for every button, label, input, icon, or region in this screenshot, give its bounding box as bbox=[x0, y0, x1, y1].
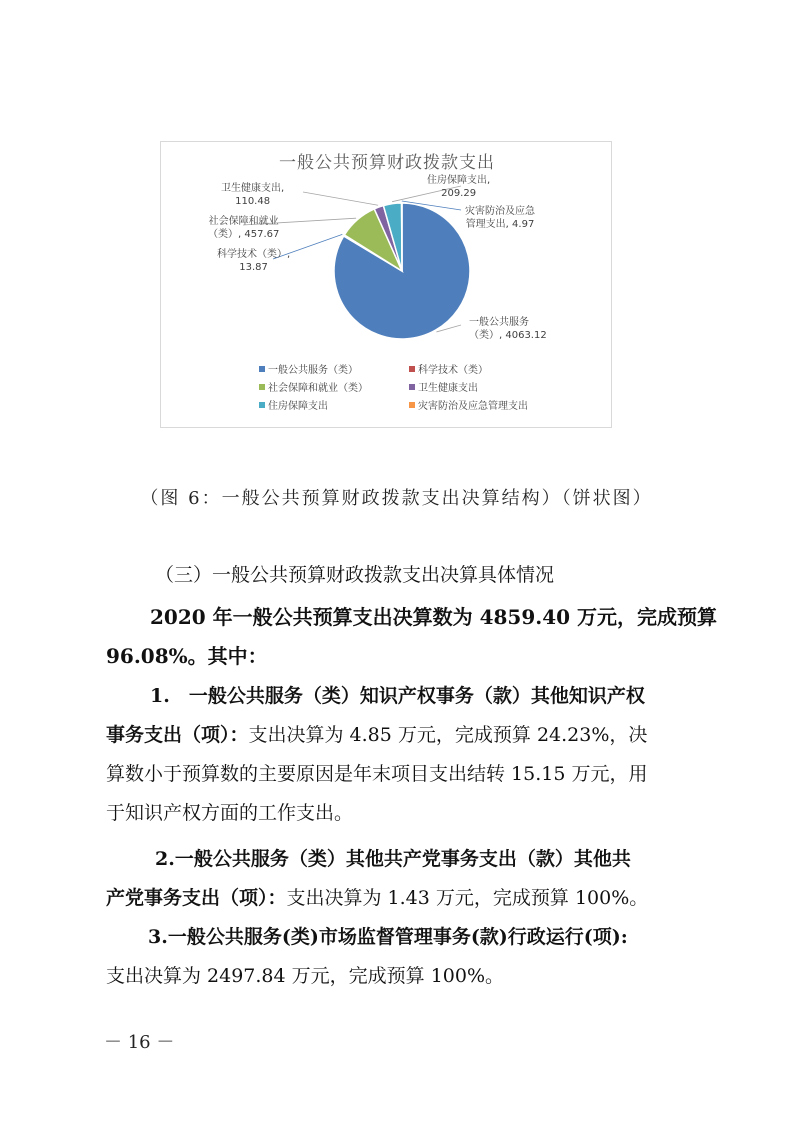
data-label-housing-name: 住房保障支出, bbox=[427, 175, 491, 186]
legend-swatch bbox=[259, 366, 265, 372]
item-1-line-3: 算数小于预算数的主要原因是年末项目支出结转 15.15 万元，用 bbox=[106, 763, 648, 785]
item-2-line-2 bbox=[106, 885, 706, 911]
legend-label: 住房保障支出 bbox=[268, 401, 328, 412]
legend-item-housing bbox=[259, 400, 328, 414]
legend-swatch bbox=[259, 384, 265, 390]
data-label-science-name: 科学技术（类）, bbox=[217, 249, 291, 260]
data-label-health-value: 110.48 bbox=[235, 196, 271, 207]
leader-line-3 bbox=[303, 192, 378, 205]
chart-title: 一般公共预算财政拨款支出 bbox=[279, 153, 495, 173]
legend-label: 科学技术（类） bbox=[418, 365, 488, 376]
section-heading: （三）一般公共预算财政拨款支出决算具体情况 bbox=[155, 564, 555, 586]
item-2-heading: 2.一般公共服务（类）其他共产党事务支出（款）其他共 bbox=[155, 848, 631, 870]
item-1-line-2 bbox=[106, 722, 706, 748]
data-label-health bbox=[221, 182, 284, 208]
page-number: － 16 － bbox=[104, 1032, 175, 1053]
data-label-disaster-name: 灾害防治及应急 bbox=[465, 206, 535, 217]
data-label-social-value: （类）, 457.67 bbox=[208, 229, 280, 240]
data-label-science-value: 13.87 bbox=[239, 262, 268, 273]
legend-item-social bbox=[259, 382, 368, 396]
legend-swatch bbox=[259, 402, 265, 408]
item-2-bold-lead: 产党事务支出（项）： bbox=[106, 887, 287, 909]
data-label-general bbox=[469, 316, 547, 342]
legend-item-science bbox=[409, 364, 488, 378]
data-label-science bbox=[217, 248, 290, 274]
legend-label: 一般公共服务（类） bbox=[268, 365, 358, 376]
data-label-social-name: 社会保障和就业 bbox=[208, 216, 279, 227]
item-2-text: 支出决算为 1.43 万元，完成预算 100%。 bbox=[286, 887, 649, 909]
legend-item-health bbox=[409, 382, 478, 396]
legend-swatch bbox=[409, 384, 415, 390]
data-label-housing bbox=[427, 174, 490, 200]
summary-line-2: 96.08%。其中： bbox=[106, 644, 268, 668]
legend-label: 灾害防治及应急管理支出 bbox=[418, 401, 528, 412]
legend-swatch bbox=[409, 402, 415, 408]
data-label-disaster bbox=[465, 205, 535, 231]
item-3-heading: 3.一般公共服务(类)市场监督管理事务(款)行政运行(项): bbox=[148, 926, 628, 948]
figure-caption: （图 6：一般公共预算财政拨款支出决算结构）（饼状图） bbox=[140, 488, 653, 509]
item-1-bold-lead: 事务支出（项）： bbox=[106, 724, 249, 746]
data-label-social bbox=[208, 215, 279, 241]
legend-swatch bbox=[409, 366, 415, 372]
data-label-general-value: （类）, 4063.12 bbox=[469, 330, 547, 341]
item-1-line-4: 于知识产权方面的工作支出。 bbox=[106, 802, 354, 824]
item-1-text: 支出决算为 4.85 万元，完成预算 24.23%，决 bbox=[248, 724, 648, 746]
legend-label: 社会保障和就业（类） bbox=[268, 383, 368, 394]
summary-line-1: 2020 年一般公共预算支出决算数为 4859.40 万元，完成预算 bbox=[150, 605, 718, 629]
item-1-heading: 1. 一般公共服务（类）知识产权事务（款）其他知识产权 bbox=[150, 685, 645, 707]
legend-label: 卫生健康支出 bbox=[418, 383, 478, 394]
legend-item-disaster bbox=[409, 400, 528, 414]
item-3-line-2: 支出决算为 2497.84 万元，完成预算 100%。 bbox=[106, 965, 505, 987]
data-label-disaster-value: 管理支出, 4.97 bbox=[465, 219, 535, 230]
pie-chart bbox=[160, 141, 612, 428]
data-label-health-name: 卫生健康支出, bbox=[221, 183, 285, 194]
data-label-general-name: 一般公共服务 bbox=[469, 317, 529, 328]
legend-item-general bbox=[259, 364, 358, 378]
data-label-housing-value: 209.29 bbox=[441, 188, 477, 199]
